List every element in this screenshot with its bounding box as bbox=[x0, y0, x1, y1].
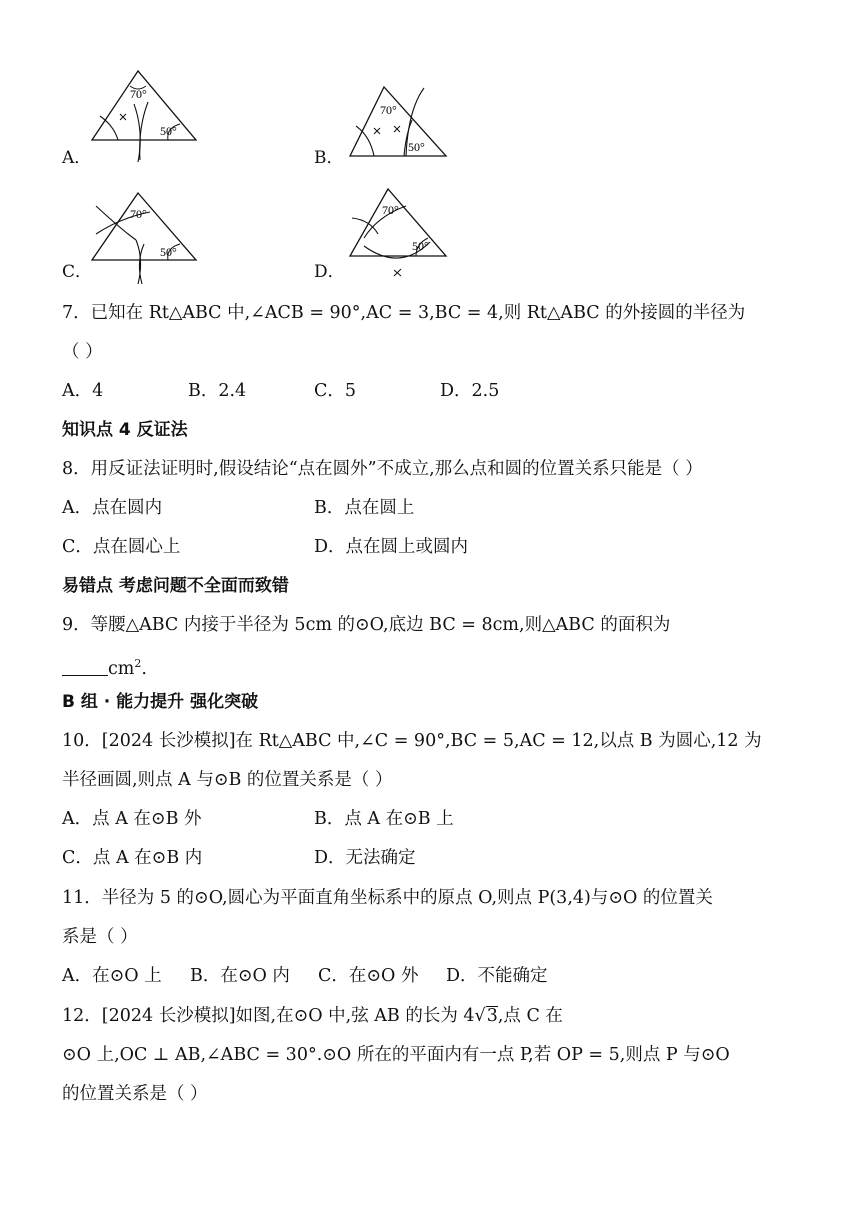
question-10-option-b: B．点 A 在⊙B 上 bbox=[314, 809, 454, 829]
question-8-option-b: B．点在圆上 bbox=[314, 498, 415, 518]
question-12-line-3: 的位置关系是（ ） bbox=[62, 1084, 208, 1104]
section-heading-knowledge-4: 知识点 4 反证法 bbox=[62, 420, 188, 440]
question-11-option-d: D．不能确定 bbox=[446, 966, 548, 986]
question-9-end: . bbox=[141, 658, 147, 679]
question-9-unit-exponent: 2 bbox=[134, 657, 142, 670]
figure-a-angle-top: 70° bbox=[130, 87, 147, 101]
section-heading-error-prone: 易错点 考虑问题不全面而致错 bbox=[62, 576, 289, 596]
question-9-text: 9．等腰△ABC 内接于半径为 5cm 的⊙O,底边 BC = 8cm,则△ABC 的面积为 bbox=[62, 615, 671, 635]
figure-d bbox=[350, 186, 460, 290]
figure-a bbox=[92, 68, 202, 172]
question-10-line-2: 半径画圆,则点 A 与⊙B 的位置关系是（ ） bbox=[62, 770, 393, 790]
section-heading-group-b: B 组 · 能力提升 强化突破 bbox=[62, 692, 259, 712]
question-11-option-a: A．在⊙O 上 bbox=[62, 966, 162, 986]
question-7-option-d: D．2.5 bbox=[440, 381, 500, 401]
question-10-option-c: C．点 A 在⊙B 内 bbox=[62, 848, 203, 868]
question-10-option-d: D．无法确定 bbox=[314, 848, 416, 868]
question-10-line-1: 10．[2024 长沙模拟]在 Rt△ABC 中,∠C = 90°,BC = 5,AC = 12,以点 B 为圆心,12 为 bbox=[62, 731, 762, 751]
question-11-line-2: 系是（ ） bbox=[62, 927, 138, 947]
figure-c bbox=[92, 190, 202, 294]
question-7-option-c: C．5 bbox=[314, 381, 357, 401]
question-11-option-b: B．在⊙O 内 bbox=[190, 966, 290, 986]
question-12-line-1-pre: 12．[2024 长沙模拟]如图,在⊙O 中,弦 AB 的长为 4 bbox=[62, 1006, 475, 1026]
figure-b-angle-top: 70° bbox=[380, 103, 397, 117]
question-8-option-c: C．点在圆心上 bbox=[62, 537, 181, 557]
question-11-option-c: C．在⊙O 外 bbox=[318, 966, 419, 986]
option-c-label: C． bbox=[62, 262, 93, 282]
option-d-label: D． bbox=[314, 262, 345, 282]
figure-b bbox=[350, 84, 460, 168]
question-12-line-1-post: ,点 C 在 bbox=[497, 1006, 563, 1026]
figure-c-angle-right: 50° bbox=[160, 245, 177, 259]
figure-b-angle-right: 50° bbox=[408, 140, 425, 154]
question-8-option-a: A．点在圆内 bbox=[62, 498, 163, 518]
figure-c-angle-top: 70° bbox=[130, 207, 147, 221]
figure-d-angle-top: 70° bbox=[382, 203, 399, 217]
question-7-option-b: B．2.4 bbox=[188, 381, 247, 401]
question-12-sqrt-value: 3 bbox=[486, 1006, 498, 1026]
option-b-label: B． bbox=[314, 148, 344, 168]
question-7-paren: （ ） bbox=[62, 342, 103, 362]
figure-d-angle-right: 50° bbox=[412, 239, 429, 253]
option-a-label: A． bbox=[62, 148, 92, 168]
question-10-option-a: A．点 A 在⊙B 外 bbox=[62, 809, 202, 829]
question-12-line-2: ⊙O 上,OC ⊥ AB,∠ABC = 30°.⊙O 所在的平面内有一点 P,若 OP = 5,则点 P 与⊙O bbox=[62, 1045, 730, 1065]
question-8-option-d: D．点在圆上或圆内 bbox=[314, 537, 469, 557]
question-7-text: 7．已知在 Rt△ABC 中,∠ACB = 90°,AC = 3,BC = 4,则 Rt△ABC 的外接圆的半径为 bbox=[62, 303, 746, 323]
question-9-unit: cm bbox=[108, 658, 135, 679]
question-7-option-a: A．4 bbox=[62, 381, 104, 401]
question-9-answer-line bbox=[62, 652, 147, 681]
question-12-line-1: 12．[2024 长沙模拟]如图,在⊙O 中,弦 AB 的长为 4√3,点 C 在 bbox=[62, 1006, 563, 1026]
question-9-blank[interactable] bbox=[62, 657, 108, 676]
question-11-line-1: 11．半径为 5 的⊙O,圆心为平面直角坐标系中的原点 O,则点 P(3,4)与⊙O 的位置关 bbox=[62, 888, 713, 908]
figure-a-angle-right: 50° bbox=[160, 124, 177, 138]
question-8-text: 8．用反证法证明时,假设结论“点在圆外”不成立,那么点和圆的位置关系只能是（ ） bbox=[62, 459, 703, 479]
